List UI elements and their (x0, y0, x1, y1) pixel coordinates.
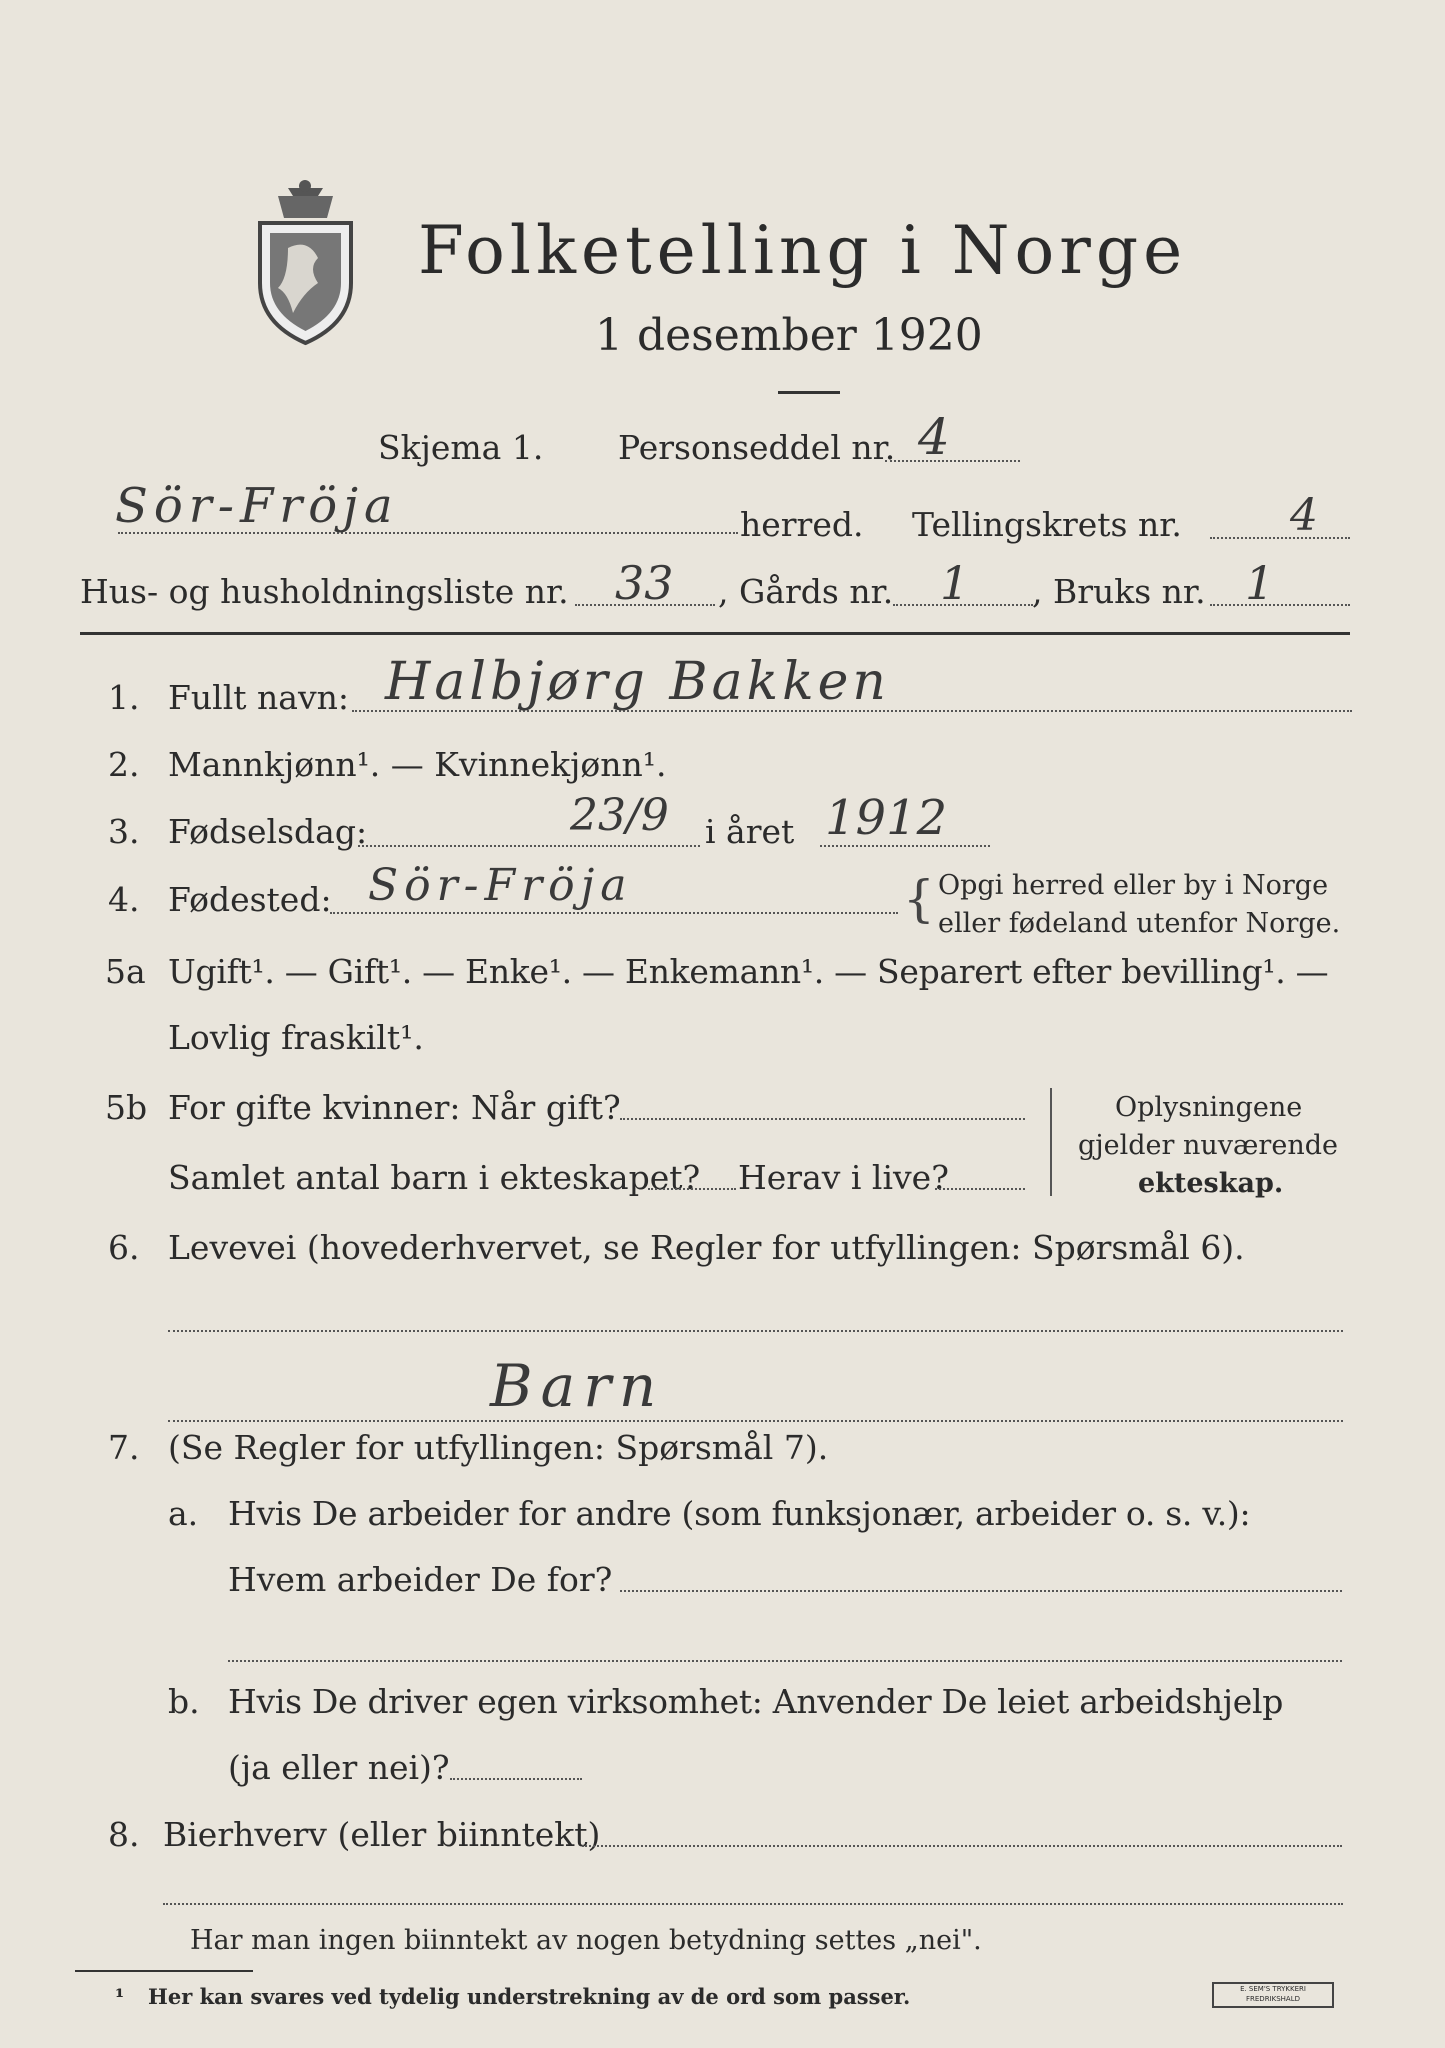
q2-label: Mannkjønn¹. — Kvinnekjønn¹. (168, 745, 667, 784)
q6-label: Levevei (hovederhvervet, se Regler for utfyllingen: Spørsmål 6). (168, 1228, 1245, 1267)
footnote-rule (75, 1970, 253, 1972)
personseddel-label: Personseddel nr. (618, 428, 896, 467)
gards-value: 1 (940, 556, 970, 610)
q3-label: Fødselsdag: (168, 812, 368, 851)
q5b-label-1: For gifte kvinner: Når gift? (168, 1088, 621, 1127)
q5b-note-2: gjelder nuværende (1078, 1130, 1338, 1161)
q6-number: 6. (108, 1228, 140, 1267)
q3-line (358, 845, 700, 847)
gards-label: , Gårds nr. (718, 572, 894, 611)
q7a-number: a. (168, 1494, 199, 1533)
q7b-number: b. (168, 1682, 200, 1721)
q5a-label-2: Lovlig fraskilt¹. (168, 1018, 424, 1057)
skjema-label: Skjema 1. (378, 428, 544, 467)
q8-number: 8. (108, 1815, 140, 1854)
q3-year-value: 1912 (825, 790, 948, 846)
q6-line-1 (168, 1330, 1343, 1332)
q3-number: 3. (108, 812, 140, 851)
q8-line-2 (163, 1903, 1343, 1905)
q7a-label-1: Hvis De arbeider for andre (som funksjonær, arbeider o. s. v.): (228, 1494, 1251, 1533)
personseddel-line (885, 460, 1020, 462)
q5a-number: 5a (105, 952, 146, 991)
q4-brace: { (903, 870, 935, 928)
q5b-children-line (648, 1188, 736, 1190)
tellingskrets-label: Tellingskrets nr. (912, 505, 1182, 544)
form-title: Folketelling i Norge (418, 212, 1188, 289)
header-rule (80, 632, 1350, 635)
q5b-label-2: Samlet antal barn i ekteskapet? (168, 1158, 701, 1197)
hus-value: 33 (615, 556, 674, 610)
footnote-text: Her kan svares ved tydelig understrekning av de ord som passer. (148, 1984, 911, 2009)
q4-value: Sör-Fröja (368, 860, 633, 911)
q5b-alive-line (935, 1188, 1025, 1190)
coat-of-arms-icon (248, 178, 363, 348)
q4-note-2: eller fødeland utenfor Norge. (938, 908, 1341, 939)
q8-label: Bierhverv (eller biinntekt) (163, 1815, 601, 1854)
q5a-label-1: Ugift¹. — Gift¹. — Enke¹. — Enkemann¹. — Separert efter bevilling¹. — (168, 952, 1329, 991)
q7b-label-1: Hvis De driver egen virksomhet: Anvender De leiet arbeidshjelp (228, 1682, 1284, 1721)
q4-note-1: Opgi herred eller by i Norge (938, 870, 1329, 901)
bruks-value: 1 (1245, 556, 1275, 610)
q5b-note-1: Oplysningene (1115, 1092, 1303, 1123)
herred-value: Sör-Fröja (115, 478, 399, 534)
q6-line-2 (168, 1420, 1343, 1422)
q7b-line (450, 1778, 582, 1780)
q2-number: 2. (108, 745, 140, 784)
printer-stamp: E. SEM'S TRYKKERI FREDRIKSHALD (1212, 1982, 1334, 2008)
q3-year-label: i året (705, 812, 795, 851)
q4-label: Fødested: (168, 880, 332, 919)
herred-label: herred. (740, 505, 864, 544)
q3-value: 23/9 (570, 790, 669, 841)
tellingskrets-line (1210, 537, 1350, 539)
hus-label: Hus- og husholdningsliste nr. (80, 572, 569, 611)
q7b-label-2: (ja eller nei)? (228, 1748, 450, 1787)
title-divider (778, 391, 840, 394)
q4-line (330, 912, 898, 914)
q8-note: Har man ingen biinntekt av nogen betydning settes „nei". (190, 1925, 982, 1956)
q7-label: (Se Regler for utfyllingen: Spørsmål 7). (168, 1428, 829, 1467)
q1-label: Fullt navn: (168, 678, 349, 717)
q1-number: 1. (108, 678, 140, 717)
q5b-married-line (620, 1118, 1025, 1120)
q7-number: 7. (108, 1428, 140, 1467)
personseddel-value: 4 (918, 408, 950, 466)
tellingskrets-value: 4 (1290, 490, 1318, 541)
q7a-label-2: Hvem arbeider De for? (228, 1560, 613, 1599)
form-date: 1 desember 1920 (595, 310, 983, 361)
bruks-label: , Bruks nr. (1032, 572, 1206, 611)
q8-line-1 (582, 1845, 1342, 1847)
q5b-number: 5b (105, 1088, 148, 1127)
q7a-line-1 (620, 1590, 1342, 1592)
q5b-label-3: Herav i live? (738, 1158, 949, 1197)
q6-value: Barn (490, 1352, 665, 1420)
bruks-line (1210, 604, 1350, 606)
q5b-note-3: ekteskap. (1138, 1168, 1284, 1199)
q7a-line-2 (228, 1660, 1342, 1662)
q1-value: Halbjørg Bakken (385, 652, 890, 712)
footnote-mark: ¹ (115, 1984, 125, 2009)
q4-number: 4. (108, 880, 140, 919)
q5b-bracket (1050, 1088, 1052, 1196)
